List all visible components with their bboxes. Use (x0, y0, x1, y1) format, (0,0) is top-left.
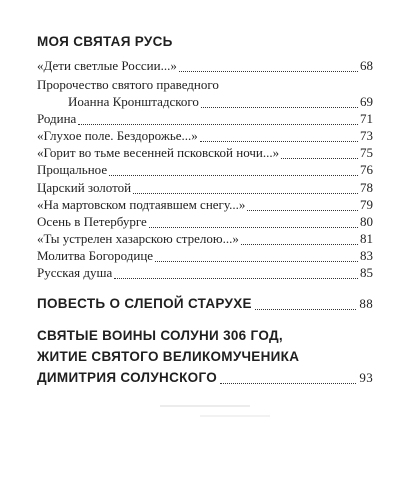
leader-dots (179, 61, 358, 72)
section-page: 93 (359, 370, 373, 385)
leader-dots (200, 131, 358, 142)
toc-entry-title: «Глухое поле. Бездорожье...» (37, 128, 198, 143)
section-entry (37, 296, 373, 312)
toc-entry (37, 162, 373, 179)
leader-dots (247, 200, 358, 211)
leader-dots (155, 251, 358, 262)
toc-entry-page: 81 (360, 231, 373, 246)
toc-entry-page: 83 (360, 248, 373, 263)
toc-entry-title: Родина (37, 111, 77, 126)
toc-entry (37, 128, 373, 145)
section-title: ПОВЕСТЬ О СЛЕПОЙ СТАРУХЕ (37, 296, 252, 311)
toc-entry-page: 78 (360, 180, 373, 195)
section-title-line: СВЯТЫЕ ВОИНЫ СОЛУНИ 306 ГОД, (37, 328, 283, 343)
toc-entry-page: 69 (360, 94, 373, 109)
toc-entry (68, 94, 373, 111)
section-title-line: ЖИТИЕ СВЯТОГО ВЕЛИКОМУЧЕНИКА (37, 349, 300, 364)
section-title-line: ДИМИТРИЯ СОЛУНСКОГО (37, 370, 218, 385)
toc-entry (37, 265, 373, 282)
toc-entry-page: 76 (360, 162, 373, 177)
toc-entry-title: «Горит во тьме весенней псковской ночи...» (37, 145, 280, 160)
toc-entry-title: Молитва Богородице (37, 248, 154, 263)
toc-entry-title: Русская душа (37, 265, 113, 280)
toc-entry-page: 75 (360, 145, 373, 160)
leader-dots (133, 183, 358, 194)
leader-dots (201, 97, 358, 108)
show-through-mark (200, 415, 270, 417)
toc-entry (37, 248, 373, 265)
show-through-mark (160, 405, 250, 407)
toc-entry (37, 180, 373, 197)
toc-entry (37, 197, 373, 214)
toc-entry (37, 145, 373, 162)
leader-dots (241, 234, 358, 245)
toc-entry-page: 71 (360, 111, 373, 126)
section-heading: МОЯ СВЯТАЯ РУСЬ (37, 34, 173, 49)
toc-entry-title: Осень в Петербурге (37, 214, 147, 229)
leader-dots (220, 372, 356, 384)
toc-entry-page: 73 (360, 128, 373, 143)
toc-entry-page: 80 (360, 214, 373, 229)
toc-entry-title: Пророчество святого праведного (37, 77, 219, 92)
section-page: 88 (359, 296, 373, 311)
toc-entry (37, 111, 373, 128)
leader-dots (255, 298, 357, 310)
toc-entry-page: 68 (360, 58, 373, 73)
leader-dots (149, 217, 358, 228)
leader-dots (109, 165, 358, 176)
toc-entry-title: «Ты устрелен хазарскою стрелою...» (37, 231, 239, 246)
toc-entry-title-continued: Иоанна Кронштадского (68, 94, 199, 109)
toc-entry (37, 231, 373, 248)
toc-entry-page: 85 (360, 265, 373, 280)
toc-entry-title: «Дети светлые России...» (37, 58, 177, 73)
toc-entry (37, 214, 373, 231)
toc-entry-title: «На мартовском подтаявшем снегу...» (37, 197, 246, 212)
toc-entry-page: 79 (360, 197, 373, 212)
section-entry (37, 370, 373, 386)
leader-dots (281, 148, 358, 159)
leader-dots (114, 268, 358, 279)
toc-entry-title: Царский золотой (37, 180, 132, 195)
toc-entry-title: Прощальное (37, 162, 108, 177)
leader-dots (78, 114, 358, 125)
toc-entry (37, 58, 373, 75)
